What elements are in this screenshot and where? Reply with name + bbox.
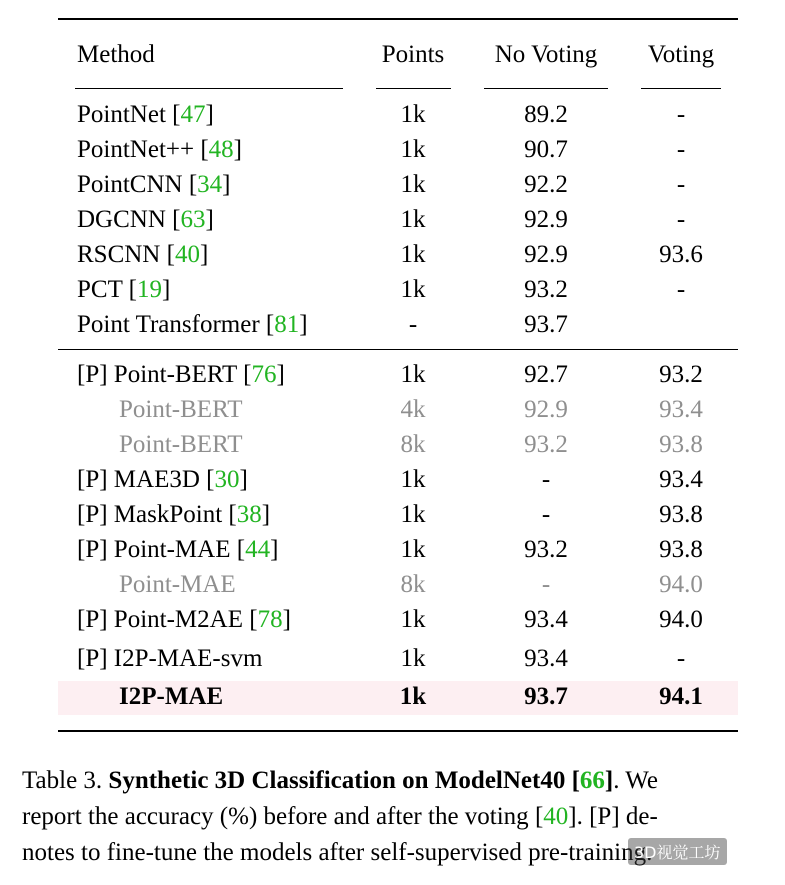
table-cell-no-voting: - — [541, 501, 551, 528]
method-name: [P] Point-M2AE — [77, 606, 250, 633]
citation-link[interactable]: 38 — [236, 501, 262, 528]
table-row-method: PointNet [47] — [77, 101, 214, 128]
caption-line-1: Table 3. Synthetic 3D Classification on ModelNet40 [66]. We — [22, 767, 658, 794]
citation-link[interactable]: 40 — [174, 241, 200, 268]
table-cell-no-voting: 92.9 — [524, 206, 568, 233]
table-cell-voting: 94.0 — [659, 606, 703, 633]
header-method: Method — [77, 41, 155, 68]
citation-link[interactable]: 76 — [251, 361, 277, 388]
table-cell-voting: 93.8 — [659, 501, 703, 528]
method-name: PointNet++ — [77, 136, 201, 163]
table-cell-voting: - — [676, 171, 686, 198]
caption-title-cite[interactable]: 66 — [579, 767, 605, 794]
table-row-method — [119, 682, 223, 712]
table-cell-voting: 93.8 — [659, 431, 703, 458]
table-cell-voting: 93.4 — [659, 466, 703, 493]
header-voting: Voting — [647, 41, 715, 68]
table-cell-points: 1k — [400, 501, 426, 528]
method-name: I2P-MAE — [119, 683, 224, 710]
table-row-method: PointCNN [34] — [77, 171, 231, 198]
table-cell-voting: 93.6 — [659, 241, 703, 268]
table-cell-voting: - — [676, 276, 686, 303]
citation-link[interactable]: 81 — [274, 311, 300, 338]
table-cell-points: 8k — [400, 571, 426, 598]
table-cell-no-voting: 93.2 — [524, 536, 568, 563]
method-name: [P] MaskPoint — [77, 501, 229, 528]
caption-line1-end: . We — [613, 767, 658, 794]
table-row-method: [P] Point-M2AE [78] — [77, 606, 291, 633]
table-row-method: RSCNN [40] — [77, 241, 209, 268]
table-cell-points: 4k — [400, 396, 426, 423]
table-cell-no-voting: 93.4 — [524, 645, 568, 672]
table-cell-points: 1k — [400, 466, 426, 493]
method-name: Point-BERT — [119, 431, 243, 458]
table-cell-points: 1k — [400, 276, 426, 303]
method-name: Point-MAE — [119, 571, 236, 598]
table-cell-points: 8k — [400, 431, 426, 458]
caption-label: Table 3. — [22, 767, 103, 794]
table-cell-voting: 94.0 — [659, 571, 703, 598]
citation-link[interactable]: 30 — [214, 466, 240, 493]
header-rule-method — [75, 88, 343, 89]
table-row-method: [P] MAE3D [30] — [77, 466, 248, 493]
table-cell-no-voting: 93.7 — [524, 311, 568, 338]
method-name: Point-BERT — [119, 396, 243, 423]
table-cell-no-voting: 92.9 — [524, 241, 568, 268]
header-rule-no-voting — [484, 88, 608, 89]
table-row-method: [P] MaskPoint [38] — [77, 501, 271, 528]
table-row-method: PCT [19] — [77, 276, 171, 303]
table-cell-no-voting: 92.9 — [524, 396, 568, 423]
table-cell-points: 1k — [400, 101, 426, 128]
table-cell-points: - — [408, 311, 418, 338]
table-cell-no-voting: 93.2 — [524, 431, 568, 458]
table-cell-voting: 93.2 — [659, 361, 703, 388]
header-rule-voting — [641, 88, 721, 89]
method-name: Point Transformer — [77, 311, 266, 338]
table-cell-voting: - — [676, 645, 686, 672]
watermark: 3D视觉工坊 — [628, 838, 727, 865]
method-name: PointCNN — [77, 171, 189, 198]
table-cell-points: 1k — [400, 536, 426, 563]
citation-link[interactable]: 34 — [197, 171, 223, 198]
table-cell-points: 1k — [400, 206, 426, 233]
caption-line-2: report the accuracy (%) before and after the voting [40]. [P] de- — [22, 803, 658, 830]
citation-link[interactable]: 47 — [180, 101, 206, 128]
table-cell-points: 1k — [400, 645, 426, 672]
method-name: DGCNN — [77, 206, 173, 233]
table-cell-no-voting: 93.2 — [524, 276, 568, 303]
caption-line2-cite[interactable]: 40 — [543, 803, 569, 830]
table-cell-voting: 93.8 — [659, 536, 703, 563]
table-row-method: [P] Point-MAE [44] — [77, 536, 279, 563]
table-cell-points: 1k — [400, 361, 426, 388]
caption-title: Synthetic 3D Classification on ModelNet40 — [108, 767, 566, 794]
header-rule-points — [376, 88, 451, 89]
caption-line-3: notes to fine-tune the models after self-supervised pre-training. — [22, 839, 653, 866]
table-cell-voting: 93.4 — [659, 396, 703, 423]
table-cell-voting: 94.1 — [659, 683, 703, 710]
table-cell-voting: - — [676, 136, 686, 163]
table-row-method: DGCNN [63] — [77, 206, 214, 233]
caption-line2-post: . [P] de- — [576, 803, 658, 830]
table-row-method — [77, 644, 262, 674]
table-cell-no-voting: - — [541, 466, 551, 493]
method-name: RSCNN — [77, 241, 167, 268]
citation-link[interactable]: 78 — [257, 606, 283, 633]
caption-line2-pre: report the accuracy (%) before and after the voting — [22, 803, 535, 830]
table-cell-no-voting: 92.2 — [524, 171, 568, 198]
table-cell-no-voting: 92.7 — [524, 361, 568, 388]
table-cell-points: 1k — [400, 136, 426, 163]
table-cell-points: 1k — [400, 606, 426, 633]
table-cell-points: 1k — [400, 171, 426, 198]
table-cell-points: 1k — [400, 241, 426, 268]
method-name: PointNet — [77, 101, 173, 128]
section-rule — [58, 349, 738, 350]
top-rule — [58, 18, 738, 20]
table-row-method — [119, 570, 236, 600]
table-cell-voting: - — [676, 101, 686, 128]
method-name: PCT — [77, 276, 129, 303]
method-name: [P] Point-BERT — [77, 361, 244, 388]
table-cell-no-voting: 93.4 — [524, 606, 568, 633]
citation-link[interactable]: 44 — [245, 536, 271, 563]
table-row-method — [119, 395, 243, 425]
citation-link[interactable]: 63 — [180, 206, 206, 233]
table-cell-no-voting: - — [541, 571, 551, 598]
table-cell-voting: - — [676, 206, 686, 233]
method-name: [P] I2P-MAE-svm — [77, 645, 263, 672]
table-row-method: Point Transformer [81] — [77, 311, 308, 338]
table-row-method: [P] Point-BERT [76] — [77, 361, 285, 388]
table-row-method: PointNet++ [48] — [77, 136, 242, 163]
table-row-method — [119, 430, 243, 460]
table-cell-no-voting: 89.2 — [524, 101, 568, 128]
method-name: [P] MAE3D — [77, 466, 207, 493]
citation-link[interactable]: 48 — [208, 136, 234, 163]
table-cell-points: 1k — [399, 683, 427, 710]
method-name: [P] Point-MAE — [77, 536, 237, 563]
bottom-rule — [58, 730, 738, 732]
table-cell-no-voting: 90.7 — [524, 136, 568, 163]
table-cell-no-voting: 93.7 — [524, 683, 568, 710]
citation-link[interactable]: 19 — [136, 276, 162, 303]
header-no-voting: No Voting — [494, 41, 598, 68]
header-points: Points — [381, 41, 445, 68]
